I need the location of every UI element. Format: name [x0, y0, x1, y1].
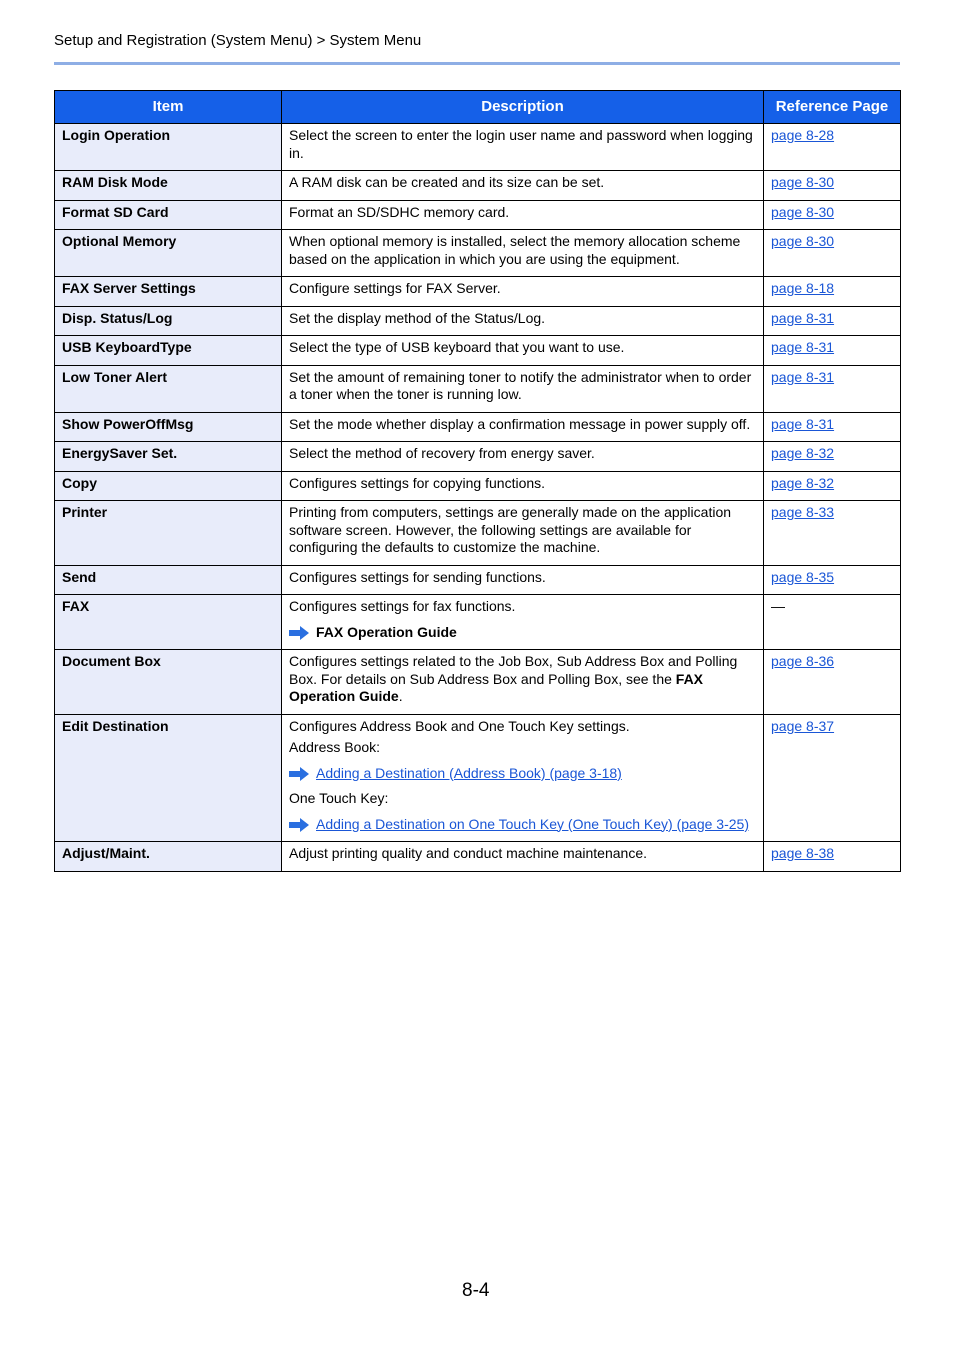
table-row	[55, 306, 901, 336]
row-item: Disp. Status/Log	[55, 306, 282, 336]
address-book-reference	[289, 765, 756, 783]
table-row	[55, 565, 901, 595]
row-item: Printer	[55, 501, 282, 566]
row-item: RAM Disk Mode	[55, 171, 282, 201]
fax-guide-reference	[289, 624, 756, 642]
table-row	[55, 171, 901, 201]
row-item: Edit Destination	[55, 714, 282, 842]
row-description: Configures settings for copying functions.	[282, 471, 764, 501]
one-touch-key-link[interactable]: Adding a Destination on One Touch Key (One Touch Key) (page 3-25)	[316, 815, 749, 832]
one-touch-key-reference	[289, 816, 756, 834]
reference-link[interactable]: page 8-30	[771, 203, 835, 220]
table-row	[55, 842, 901, 872]
table-header-row	[55, 91, 901, 124]
row-item: Login Operation	[55, 124, 282, 171]
arrow-right-icon	[289, 767, 309, 781]
breadcrumb: Setup and Registration (System Menu) > System Menu	[54, 32, 422, 49]
table-row	[55, 714, 901, 842]
row-description: Adjust printing quality and conduct machine maintenance.	[282, 842, 764, 872]
row-description: Format an SD/SDHC memory card.	[282, 200, 764, 230]
table-row	[55, 277, 901, 307]
row-description: Select the screen to enter the login user name and password when logging in.	[282, 124, 764, 171]
row-description: Set the mode whether display a confirmation message in power supply off.	[282, 412, 764, 442]
reference-link[interactable]: page 8-31	[771, 309, 835, 326]
column-header-item: Item	[55, 91, 282, 124]
page-number: 8-4	[462, 1280, 490, 1301]
table-row	[55, 336, 901, 366]
row-item: Low Toner Alert	[55, 365, 282, 412]
row-description	[282, 595, 764, 650]
reference-link[interactable]: page 8-32	[771, 445, 835, 461]
one-touch-key-label: One Touch Key:	[289, 790, 389, 806]
table-row	[55, 124, 901, 171]
table-row	[55, 650, 901, 715]
row-description: Select the type of USB keyboard that you want to use.	[282, 336, 764, 366]
row-item: EnergySaver Set.	[55, 442, 282, 472]
address-book-link[interactable]: Adding a Destination (Address Book) (page 3-18)	[316, 764, 622, 781]
reference-link[interactable]: page 8-18	[771, 280, 835, 296]
reference-link[interactable]: page 8-33	[771, 504, 835, 520]
reference-link[interactable]: page 8-31	[771, 415, 835, 432]
row-item: Format SD Card	[55, 200, 282, 230]
table-row	[55, 365, 901, 412]
reference-link[interactable]: page 8-32	[771, 474, 835, 491]
row-description: Select the method of recovery from energy saver.	[282, 442, 764, 472]
reference-link[interactable]: page 8-28	[771, 127, 835, 143]
row-item: Show PowerOffMsg	[55, 412, 282, 442]
row-item: FAX	[55, 595, 282, 650]
row-item: Document Box	[55, 650, 282, 715]
reference-link[interactable]: page 8-31	[771, 368, 835, 385]
arrow-right-icon	[289, 626, 309, 640]
description-end: .	[398, 688, 403, 704]
row-description	[282, 650, 764, 715]
reference-link[interactable]: page 8-35	[771, 568, 835, 585]
row-description	[282, 714, 764, 842]
column-header-description: Description	[282, 91, 764, 124]
reference-link[interactable]: page 8-36	[771, 653, 835, 669]
table-row	[55, 442, 901, 472]
row-description: Configures settings for sending functions.	[282, 565, 764, 595]
fax-guide-label: FAX Operation Guide	[316, 623, 457, 640]
address-book-label: Address Book:	[289, 739, 381, 755]
table-row	[55, 501, 901, 566]
reference-link[interactable]: page 8-31	[771, 339, 835, 355]
reference-link[interactable]: page 8-38	[771, 845, 835, 861]
reference-link[interactable]: page 8-37	[771, 717, 835, 734]
fax-description: Configures settings for fax functions.	[289, 598, 516, 614]
reference-link[interactable]: page 8-30	[771, 233, 835, 249]
description-text: Configures settings related to the Job Box, Sub Address Box and Polling Box. For details on Sub Address Box and Polling Box, see the	[289, 653, 738, 687]
reference-none: —	[764, 595, 901, 650]
row-item: Send	[55, 565, 282, 595]
table-row	[55, 200, 901, 230]
row-description: Set the display method of the Status/Log.	[282, 306, 764, 336]
header-divider	[54, 62, 900, 65]
row-description: A RAM disk can be created and its size can be set.	[282, 171, 764, 201]
row-description: Printing from computers, settings are generally made on the application software screen. However, the following settings are available for configuring the defaults to customize the machine.	[282, 501, 764, 566]
edit-destination-description: Configures Address Book and One Touch Key settings.	[289, 717, 630, 734]
table-row	[55, 595, 901, 650]
column-header-reference: Reference Page	[764, 91, 901, 124]
row-item: USB KeyboardType	[55, 336, 282, 366]
system-menu-table	[54, 90, 901, 872]
guide-name: FAX Operation Guide	[289, 670, 704, 704]
table-row	[55, 471, 901, 501]
row-item: Optional Memory	[55, 230, 282, 277]
reference-link[interactable]: page 8-30	[771, 174, 835, 190]
table-row	[55, 412, 901, 442]
row-description: When optional memory is installed, select the memory allocation scheme based on the application in which you are using the equipment.	[282, 230, 764, 277]
row-description: Set the amount of remaining toner to notify the administrator when to order a toner when the toner is running low.	[282, 365, 764, 412]
row-item: Copy	[55, 471, 282, 501]
arrow-right-icon	[289, 818, 309, 832]
table-row	[55, 230, 901, 277]
row-description: Configure settings for FAX Server.	[282, 277, 764, 307]
row-item: FAX Server Settings	[55, 277, 282, 307]
row-item: Adjust/Maint.	[55, 842, 282, 872]
